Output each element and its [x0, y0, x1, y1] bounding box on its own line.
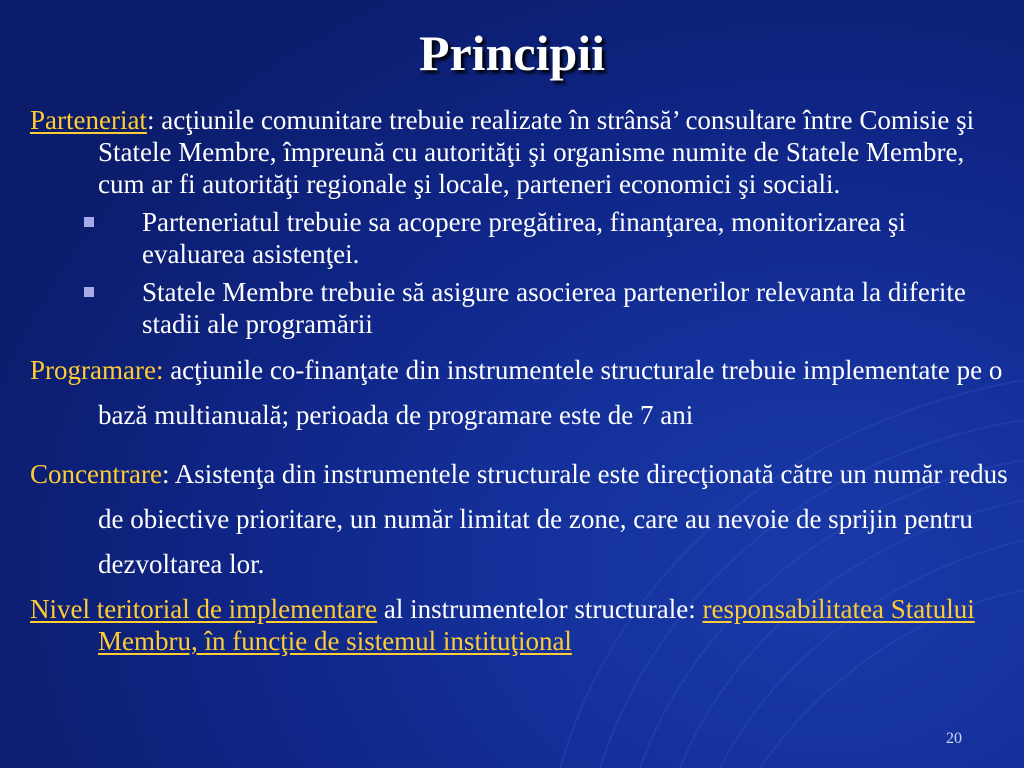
slide-title: Principii	[418, 25, 606, 81]
highlight-text: responsabilitatea Statului Membru, în funcţie de sistemul instituţional	[98, 594, 975, 656]
paragraph-text: : acţiunile comunitare trebuie realizate în strânsă’ consultare între Comisie şi Statele Membre, împreună cu autorităţi şi organisme numite de Statele Membre, cum ar fi autorităţi regionale şi locale, parteneri economici şi sociali.	[98, 105, 975, 199]
paragraph-text: al instrumentelor structurale:	[377, 594, 703, 624]
keyword-programare: Programare:	[30, 355, 164, 385]
paragraph-nivel-teritorial	[30, 593, 1014, 657]
paragraph-programare	[30, 348, 1014, 438]
square-bullet-icon	[84, 287, 94, 297]
slide-content	[30, 104, 1014, 657]
paragraph-concentrare	[30, 452, 1014, 587]
spacer	[30, 438, 1014, 452]
list-item	[30, 276, 1014, 340]
bullet-text: Parteneriatul trebuie sa acopere pregătirea, finanţarea, monitorizarea şi evaluarea asistenţei.	[142, 207, 906, 269]
square-bullet-icon	[84, 217, 94, 227]
paragraph-text: acţiunile co-finanţate din instrumentele structurale trebuie implementate pe o bază multianuală; perioada de programare este de 7 ani	[98, 355, 1003, 430]
list-item	[30, 206, 1014, 270]
paragraph-text: : Asistenţa din instrumentele structurale este direcţionată către un număr redus de obiective prioritare, un număr limitat de zone, care au nevoie de sprijin pentru dezvoltarea lor.	[98, 459, 1008, 579]
keyword-parteneriat: Parteneriat	[30, 105, 147, 135]
bullet-text: Statele Membre trebuie să asigure asocierea partenerilor relevanta la diferite stadii ale programării	[142, 277, 966, 339]
keyword-concentrare: Concentrare	[30, 459, 162, 489]
page-number: 20	[946, 730, 962, 747]
keyword-nivel-teritorial: Nivel teritorial de implementare	[30, 594, 378, 624]
bullet-list	[30, 206, 1014, 340]
paragraph-parteneriat	[30, 104, 1014, 200]
